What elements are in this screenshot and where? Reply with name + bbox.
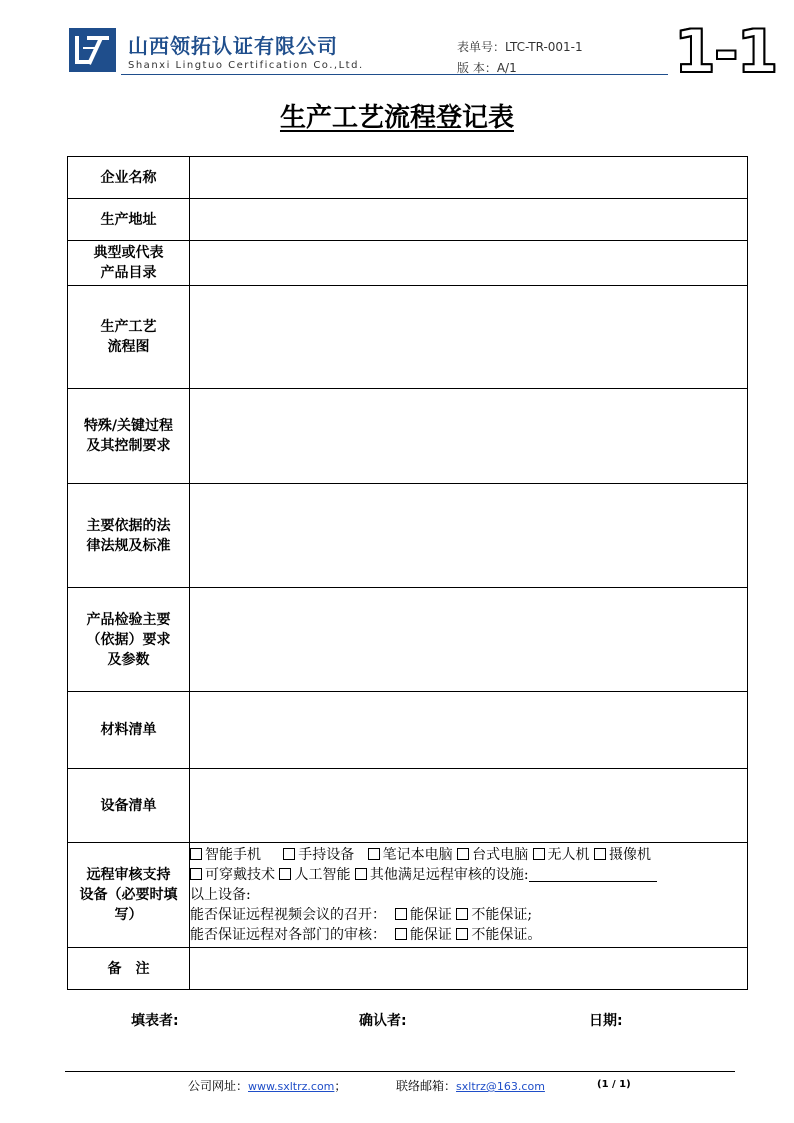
other-facility-field[interactable] [529, 867, 657, 882]
table-row [68, 484, 748, 588]
table-row [68, 769, 748, 843]
checkbox-drone[interactable] [533, 848, 545, 860]
company-name-en: Shanxi Lingtuo Certification Co.,Ltd. [128, 60, 364, 71]
table-row [68, 588, 748, 692]
label-laws: 主要依据的法 律法规及标准 [68, 484, 190, 588]
checkbox-ai[interactable] [279, 868, 291, 880]
table-row [68, 389, 748, 484]
checkbox-wearable[interactable] [190, 868, 202, 880]
form-version: 版 本：A/1 [457, 61, 517, 75]
label-special-process: 特殊/关键过程 及其控制要求 [68, 389, 190, 484]
checkbox-camera[interactable] [594, 848, 606, 860]
label-inspection: 产品检验主要 （依据）要求 及参数 [68, 588, 190, 692]
table-row [68, 843, 748, 948]
footer-website: 公司网址：www.sxltrz.com； [188, 1079, 347, 1093]
catalog-field[interactable] [190, 241, 748, 286]
checkbox-smartphone[interactable] [190, 848, 202, 860]
label-remote-audit: 远程审核支持 设备（必要时填 写） [68, 843, 190, 948]
inspection-field[interactable] [190, 588, 748, 692]
special-process-field[interactable] [190, 389, 748, 484]
company-name-field[interactable] [190, 157, 748, 199]
label-address: 生产地址 [68, 199, 190, 241]
remote-line-3: 以上设备: [190, 887, 251, 903]
materials-field[interactable] [190, 692, 748, 769]
laws-field[interactable] [190, 484, 748, 588]
filler-label: 填表者: [131, 1013, 179, 1029]
label-remark: 备 注 [68, 948, 190, 990]
label-materials: 材料清单 [68, 692, 190, 769]
confirmer-label: 确认者: [359, 1013, 407, 1029]
checkbox-other[interactable] [355, 868, 367, 880]
remote-question-video: 能否保证远程视频会议的召开： 能保证 不能保证; [190, 907, 533, 923]
label-company-name: 企业名称 [68, 157, 190, 199]
equipment-field[interactable] [190, 769, 748, 843]
company-logo [69, 28, 116, 72]
footer-divider [65, 1071, 735, 1072]
table-row [68, 692, 748, 769]
footer-email: 联络邮箱：sxltrz@163.com [396, 1079, 545, 1093]
checkbox-laptop[interactable] [368, 848, 380, 860]
page-number: (1 / 1) [597, 1079, 631, 1090]
form-code: 1-1 [674, 17, 777, 87]
table-row [68, 241, 748, 286]
table-row [68, 286, 748, 389]
remote-audit-options [190, 843, 748, 948]
label-flowchart: 生产工艺 流程图 [68, 286, 190, 389]
email-link[interactable]: sxltrz@163.com [456, 1080, 545, 1093]
table-row [68, 199, 748, 241]
company-name-cn: 山西领拓认证有限公司 [128, 34, 338, 58]
page-title: 生产工艺流程登记表 [279, 103, 514, 133]
checkbox-video-no[interactable] [456, 908, 468, 920]
label-equipment: 设备清单 [68, 769, 190, 843]
checkbox-audit-no[interactable] [456, 928, 468, 940]
table-row [68, 948, 748, 990]
label-catalog: 典型或代表 产品目录 [68, 241, 190, 286]
remote-question-audit: 能否保证远程对各部门的审核： 能保证 不能保证。 [190, 927, 542, 943]
date-label: 日期: [589, 1013, 623, 1029]
remote-line-1: 智能手机 手持设备 笔记本电脑 台式电脑 无人机 摄像机 [190, 845, 747, 865]
flowchart-field[interactable] [190, 286, 748, 389]
address-field[interactable] [190, 199, 748, 241]
registration-table [67, 156, 748, 990]
remark-field[interactable] [190, 948, 748, 990]
checkbox-handheld[interactable] [283, 848, 295, 860]
website-link[interactable]: www.sxltrz.com [248, 1080, 335, 1093]
checkbox-video-yes[interactable] [395, 908, 407, 920]
checkbox-audit-yes[interactable] [395, 928, 407, 940]
remote-line-2: 可穿戴技术 人工智能 其他满足远程审核的设施: [190, 865, 747, 885]
table-row [68, 157, 748, 199]
header-divider [121, 74, 668, 75]
form-number: 表单号：LTC-TR-001-1 [457, 40, 583, 54]
checkbox-desktop[interactable] [457, 848, 469, 860]
